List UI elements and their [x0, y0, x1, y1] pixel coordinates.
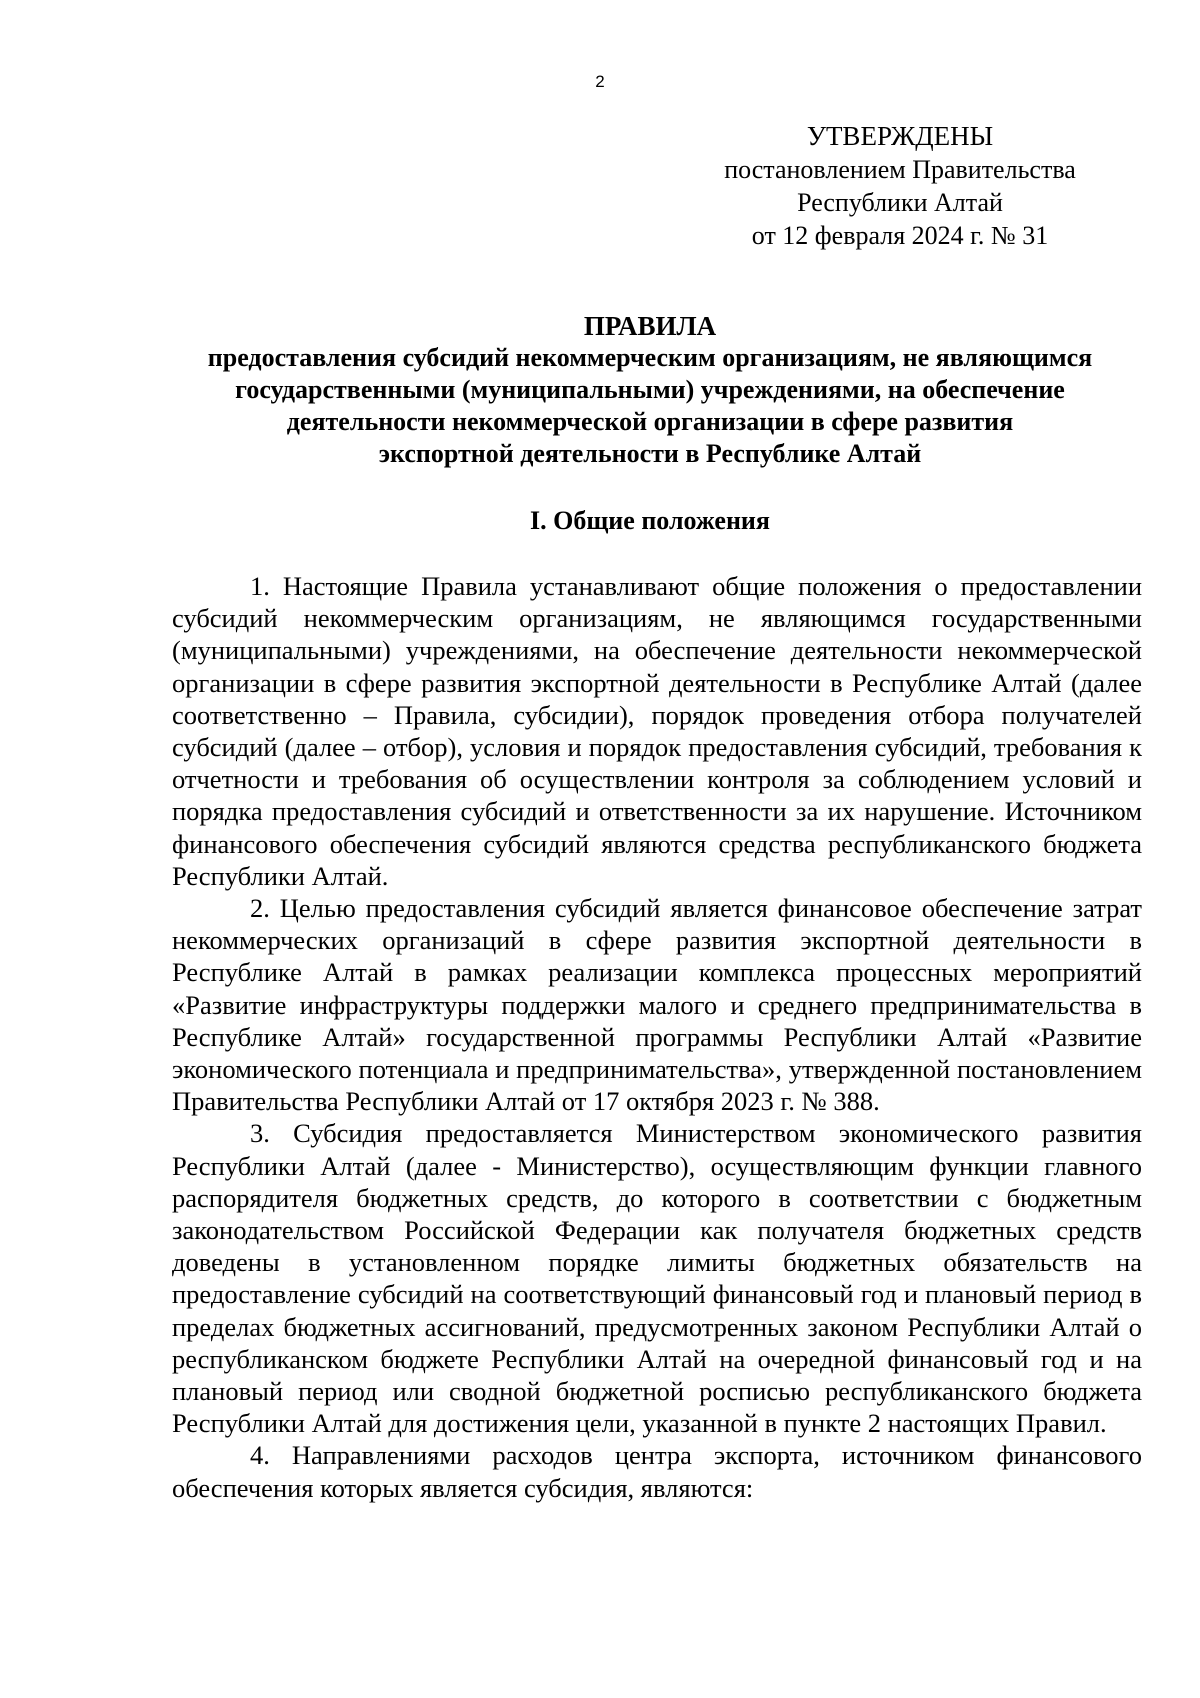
document-subtitle-line-3: деятельности некоммерческой организации в сфере развития [286, 407, 1014, 436]
approval-line-1: постановлением Правительства [724, 155, 1076, 184]
document-body [172, 570, 1142, 1504]
document-title-block [160, 310, 1140, 470]
document-subtitle-line-1: предоставления субсидий некоммерческим организациям, не являющимся [207, 343, 1093, 372]
document-title: ПРАВИЛА [583, 311, 717, 341]
approval-line-3: от 12 февраля 2024 г. № 31 [751, 221, 1049, 250]
approval-line-2: Республики Алтай [797, 188, 1003, 217]
paragraph-3: 3. Субсидия предоставляется Министерством экономического развития Республики Алтай (далее - Министерство), осуществляющим функции главного распорядителя бюджетных средств, до которого в соответствии с бюджетным законодательством Российской Федерации как получателя бюджетных средств доведены в установленном порядке лимиты бюджетных обязательств на предоставление субсидий на соответствующий финансовый год и плановый период в пределах бюджетных ассигнований, предусмотренных законом Республики Алтай о республиканском бюджете Республики Алтай на очередной финансовый год и на плановый период или сводной бюджетной росписью республиканского бюджета Республики Алтай для достижения цели, указанной в пункте 2 настоящих Правил. [172, 1118, 1142, 1439]
paragraph-1: 1. Настоящие Правила устанавливают общие положения о предоставлении субсидий некоммерческим организациям, не являющимся государственными (муниципальными) учреждениями, на обеспечение деятельности некоммерческой организации в сфере развития экспортной деятельности в Республике Алтай (далее соответственно – Правила, субсидии), порядок проведения отбора получателей субсидий (далее – отбор), условия и порядок предоставления субсидий, требования к отчетности и требования об осуществлении контроля за соблюдением условий и порядка предоставления субсидий и ответственности за их нарушение. Источником финансового обеспечения субсидий являются средства республиканского бюджета Республики Алтай. [172, 571, 1142, 891]
document-subtitle-line-4: экспортной деятельности в Республике Алтай [378, 439, 922, 468]
paragraph-4: 4. Направлениями расходов центра экспорта, источником финансового обеспечения которых является субсидия, являются: [172, 1440, 1142, 1503]
approval-stamp-block [690, 120, 1110, 252]
page-number: 2 [595, 72, 605, 91]
paragraph-2: 2. Целью предоставления субсидий является финансовое обеспечение затрат некоммерческих организаций в сфере развития экспортной деятельности в Республике Алтай в рамках реализации комплекса процессных мероприятий «Развитие инфраструктуры поддержки малого и среднего предпринимательства в Республике Алтай» государственной программы Республики Алтай «Развитие экономического потенциала и предпринимательства», утвержденной постановлением Правительства Республики Алтай от 17 октября 2023 г. № 388. [172, 893, 1142, 1117]
document-subtitle-line-2: государственными (муниципальными) учреждениями, на обеспечение [235, 375, 1065, 404]
approval-label: УТВЕРЖДЕНЫ [806, 121, 994, 151]
section-heading: I. Общие положения [530, 506, 770, 535]
